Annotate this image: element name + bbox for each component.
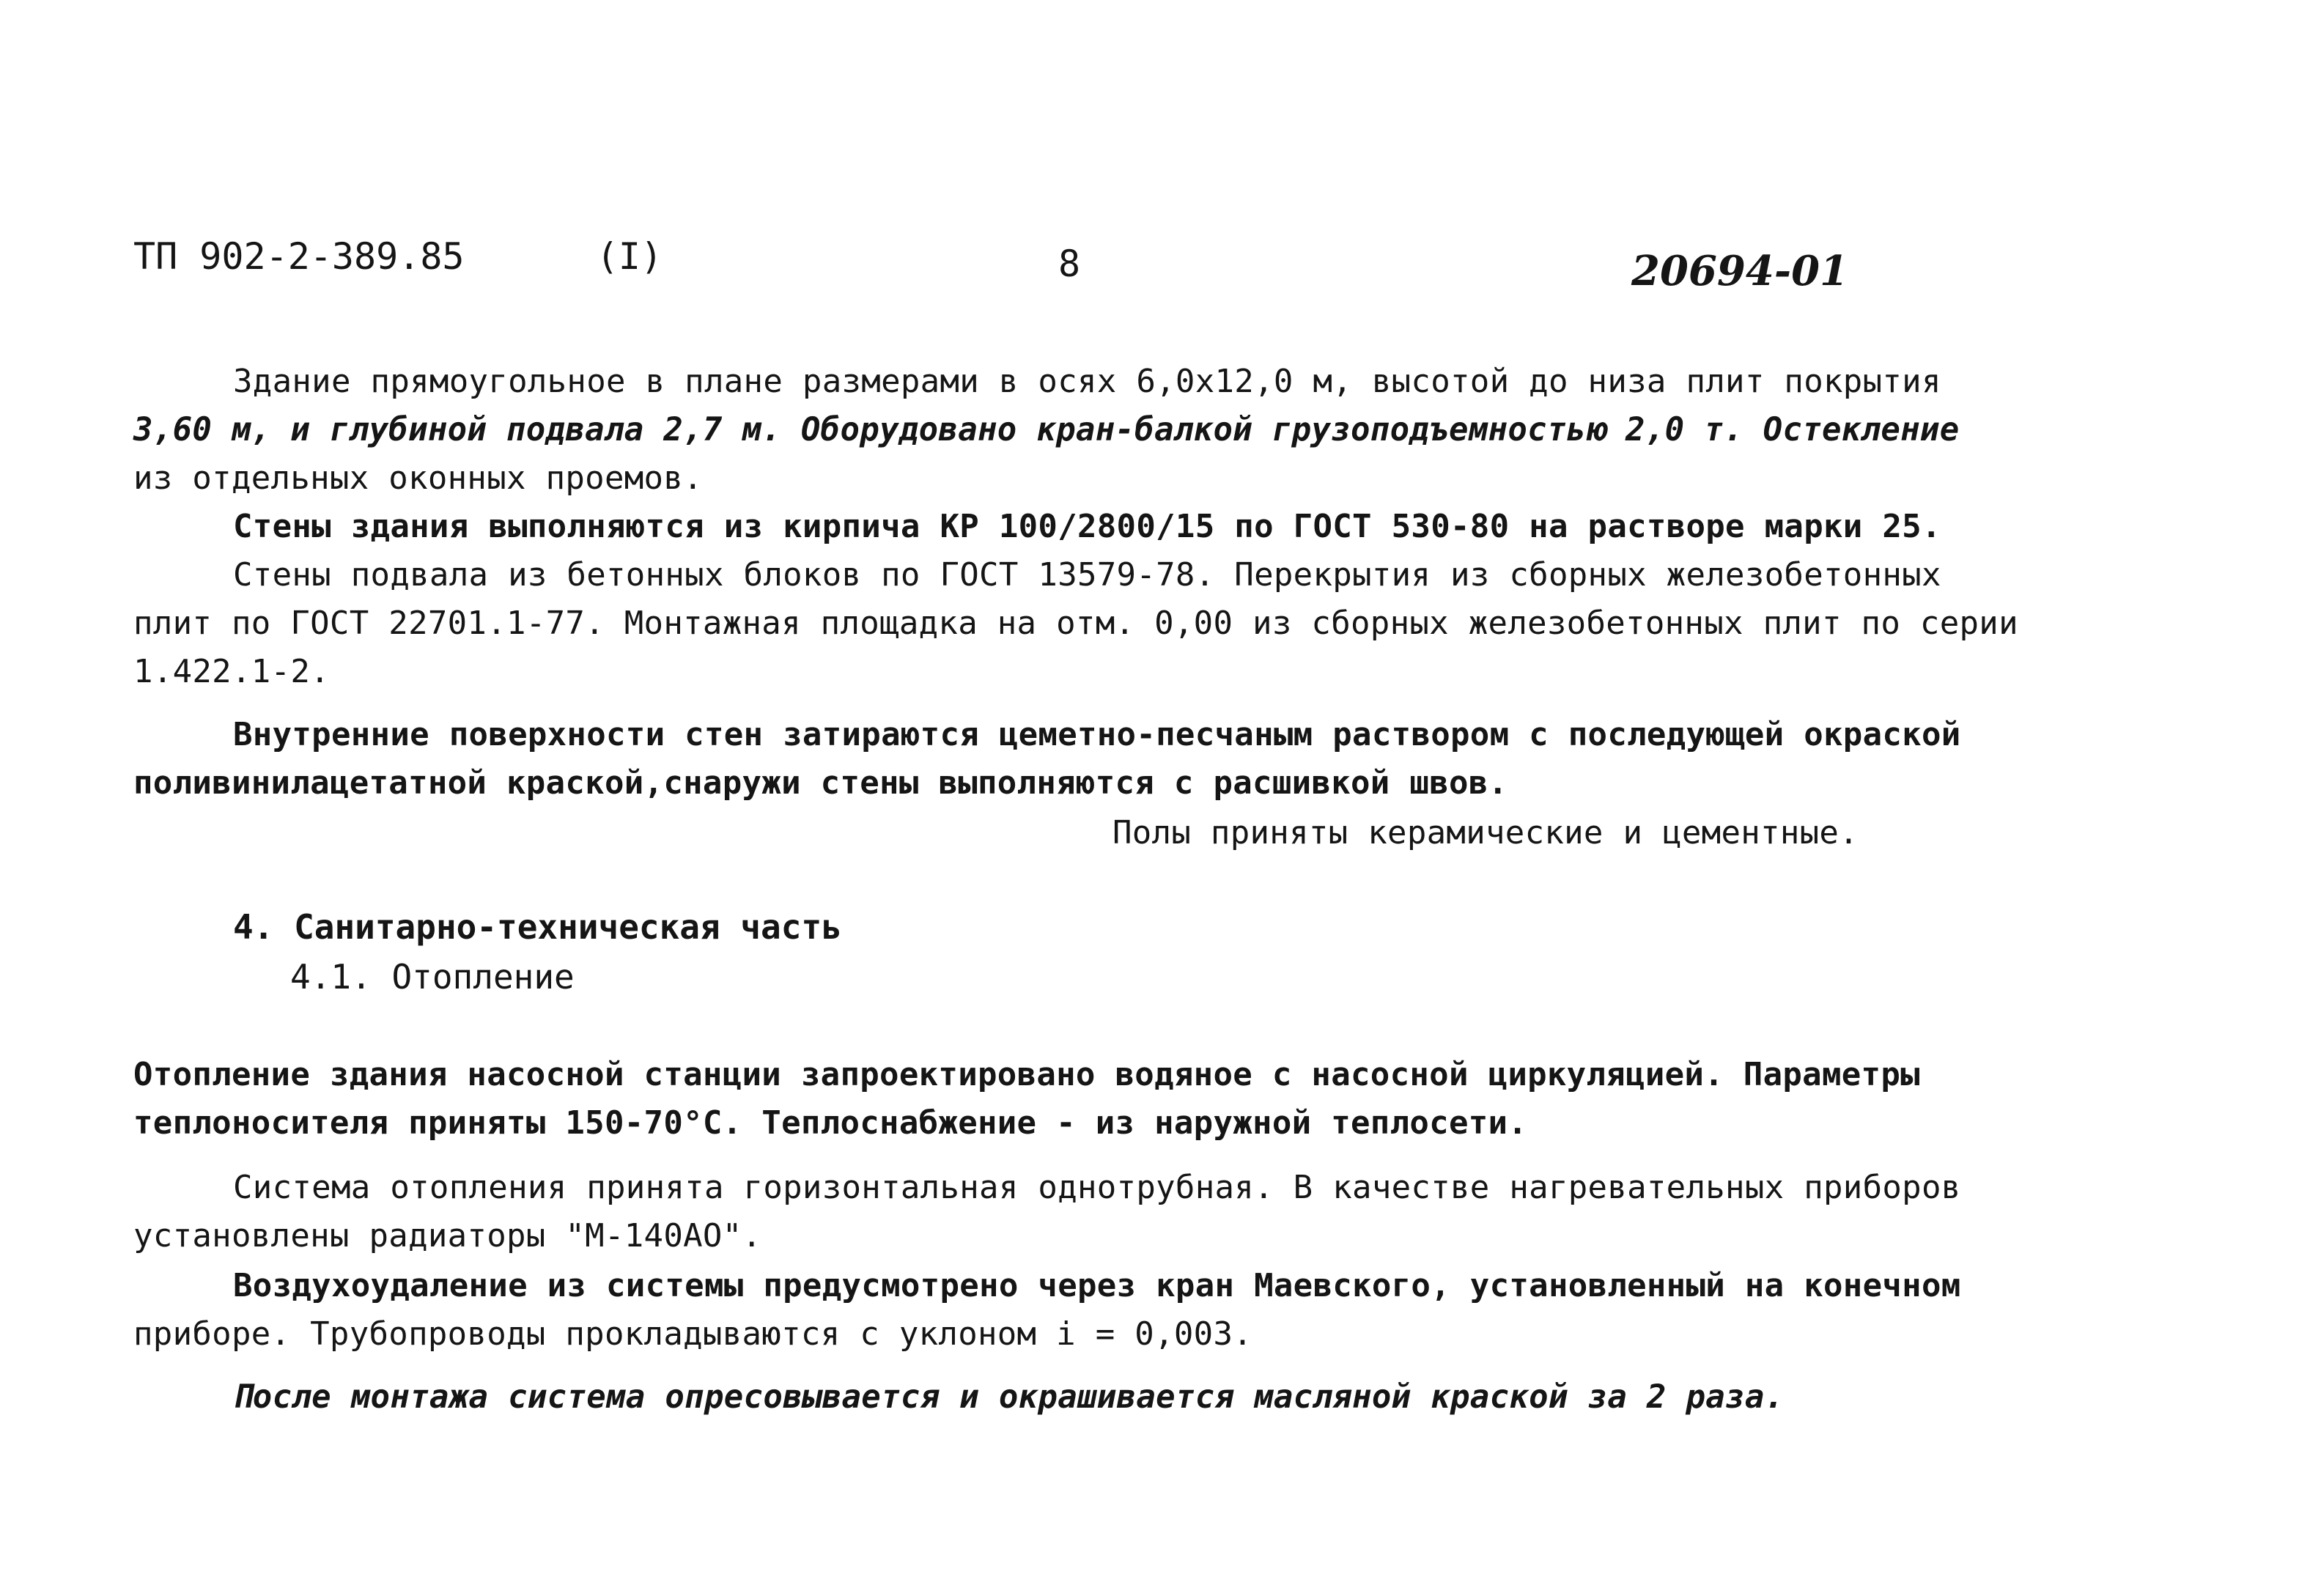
text-line: из отдельных оконных проемов. — [133, 459, 703, 497]
text-line: После монтажа система опресовывается и окрашивается масляной краской за 2 раза. — [233, 1378, 1785, 1416]
text-line: установлены радиаторы "М-140АО". — [133, 1217, 762, 1255]
text-line: Здание прямоугольное в плане размерами в осях 6,0х12,0 м, высотой до низа плит покрытия — [233, 363, 1941, 400]
header-doc-code — [133, 234, 663, 278]
doc-part: (I) — [596, 235, 663, 278]
text-line: поливинилацетатной краской,снаружи стены выполняются с расшивкой швов. — [133, 764, 1508, 802]
text-line: Система отопления принята горизонтальная однотрубная. В качестве нагревательных приборов — [233, 1169, 1961, 1206]
paragraph-finishing — [133, 711, 2127, 808]
text-line: Отопление здания насосной станции запроектировано водяное с насосной циркуляцией. Параметры — [133, 1056, 1920, 1093]
paragraph-heating-type — [133, 1051, 2127, 1148]
inventory-number: 20694-01 — [1631, 247, 1848, 295]
paragraph-walls — [133, 503, 2127, 551]
paragraph-building-dimensions — [133, 358, 2127, 503]
subsection-heading: 4.1. Отопление — [290, 957, 575, 997]
paragraph-painting — [133, 1373, 2127, 1422]
text-line: 1.422.1-2. — [133, 653, 330, 690]
text-line: 3,60 м, и глубиной подвала 2,7 м. Оборудовано кран-балкой грузоподъемностью 2,0 т. Остекление — [133, 411, 1960, 448]
text-line: плит по ГОСТ 22701.1-77. Монтажная площадка на отм. 0,00 из сборных железобетонных плит по серии — [133, 605, 2018, 642]
doc-code: ТП 902-2-389.85 — [133, 235, 465, 278]
section-heading: 4. Санитарно-техническая часть — [233, 907, 842, 947]
text-line: теплоносителя приняты 150-70°С. Теплоснабжение - из наружной теплосети. — [133, 1104, 1528, 1142]
paragraph-basement — [133, 551, 2127, 696]
paragraph-heating-system — [133, 1164, 2127, 1260]
paragraph-air-removal — [133, 1262, 2127, 1359]
text-line: Воздухоудаление из системы предусмотрено через кран Маевского, установленный на конечном — [233, 1267, 1961, 1304]
text-line: Стены здания выполняются из кирпича КР 100/2800/15 по ГОСТ 530-80 на растворе марки 25. — [233, 508, 1941, 545]
paragraph-floors — [133, 809, 2127, 857]
text-line: приборе. Трубопроводы прокладываются с уклоном i = 0,003. — [133, 1315, 1253, 1353]
text-line: Полы приняты керамические и цементные. — [1112, 814, 1859, 851]
page-number: 8 — [1058, 243, 1081, 285]
text-line: Стены подвала из бетонных блоков по ГОСТ 13579-78. Перекрытия из сборных железобетонных — [233, 556, 1941, 594]
text-line: Внутренние поверхности стен затираются цеметно-песчаным раствором с последующей окраской — [233, 716, 1961, 753]
